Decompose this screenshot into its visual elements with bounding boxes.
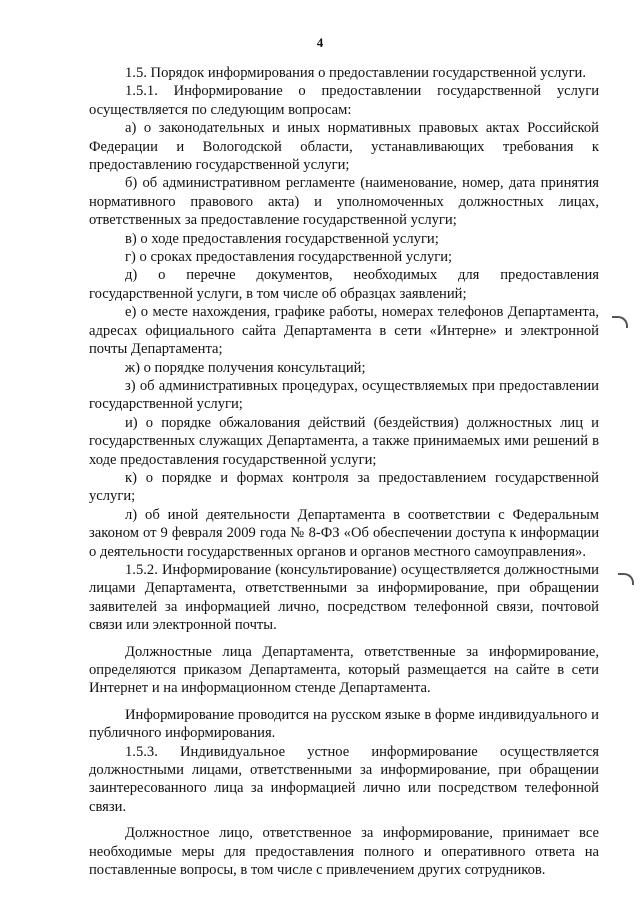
list-item-e: е) о месте нахождения, графике работы, номерах телефонов Департамента, адресах официального сайта Департамента в сети «Интерне» и электронной почты Департамента;: [89, 304, 599, 358]
list-item-a: а) о законодательных и иных нормативных правовых актах Российской Федерации и Вологодской области, устанавливающих требования к предоставлению государственной услуги;: [89, 120, 599, 174]
list-item-v: в) о ходе предоставления государственной услуги;: [125, 230, 439, 247]
list-item-l: л) об иной деятельности Департамента в соответствии с Федеральным законом от 9 февраля 2009 года № 8-ФЗ «Об обеспечении доступа к информации о деятельности государственных органов и органов местного самоуправления».: [89, 506, 599, 560]
list-item-zh: ж) о порядке получения консультаций;: [125, 359, 366, 376]
scan-margin-mark: [612, 316, 628, 328]
paragraph-1-5-3: 1.5.3. Индивидуальное устное информирование осуществляется должностными лицами, ответственными за информирование, при обращении заинтересованного лица за информацией лично или посредством телефонной связи.: [89, 743, 599, 815]
list-item-b: б) об административном регламенте (наименование, номер, дата принятия нормативного правового акта) и уполномоченных должностных лицах, ответственных за предоставление государственной услуги;: [89, 175, 599, 229]
page-number: 4: [316, 35, 324, 50]
list-item-d: д) о перечне документов, необходимых для предоставления государственной услуги, в том числе об образцах заявлений;: [89, 267, 599, 302]
paragraph-1-5-2: 1.5.2. Информирование (консультирование) осуществляется должностными лицами Департамента, ответственными за информирование, при обращении заявителей за информацией лично, посредством телефонной связи, почтовой связи или электронной почты.: [89, 561, 599, 634]
document-body: [89, 64, 599, 879]
list-item-z: з) об административных процедурах, осуществляемых при предоставлении государственной услуги;: [89, 377, 599, 413]
paragraph-language: Информирование проводится на русском языке в форме индивидуального и публичного информирования.: [89, 706, 599, 742]
paragraph-1-5-1: 1.5.1. Информирование о предоставлении государственной услуги осуществляется по следующим вопросам:: [89, 83, 599, 118]
list-item-i: и) о порядке обжалования действий (бездействия) должностных лиц и государственных служащих Департамента, а также принимаемых ими решений в ходе предоставления государственной услуги;: [89, 414, 599, 468]
list-item-g: г) о сроках предоставления государственной услуги;: [125, 249, 453, 266]
paragraph-officials: Должностные лица Департамента, ответственные за информирование, определяются приказом Департамента, который размещается на сайте в сети Интернет и на информационном стенде Департамента.: [89, 643, 599, 697]
list-item-k: к) о порядке и формах контроля за предоставлением государственной услуги;: [89, 469, 599, 505]
paragraph-responsible-person: Должностное лицо, ответственное за информирование, принимает все необходимые меры для предоставления полного и оперативного ответа на поставленные вопросы, в том числе с привлечением других сотрудников.: [89, 825, 599, 879]
section-heading-1-5: 1.5. Порядок информирования о предоставлении государственной услуги.: [125, 65, 587, 81]
scan-margin-mark: [618, 573, 634, 585]
